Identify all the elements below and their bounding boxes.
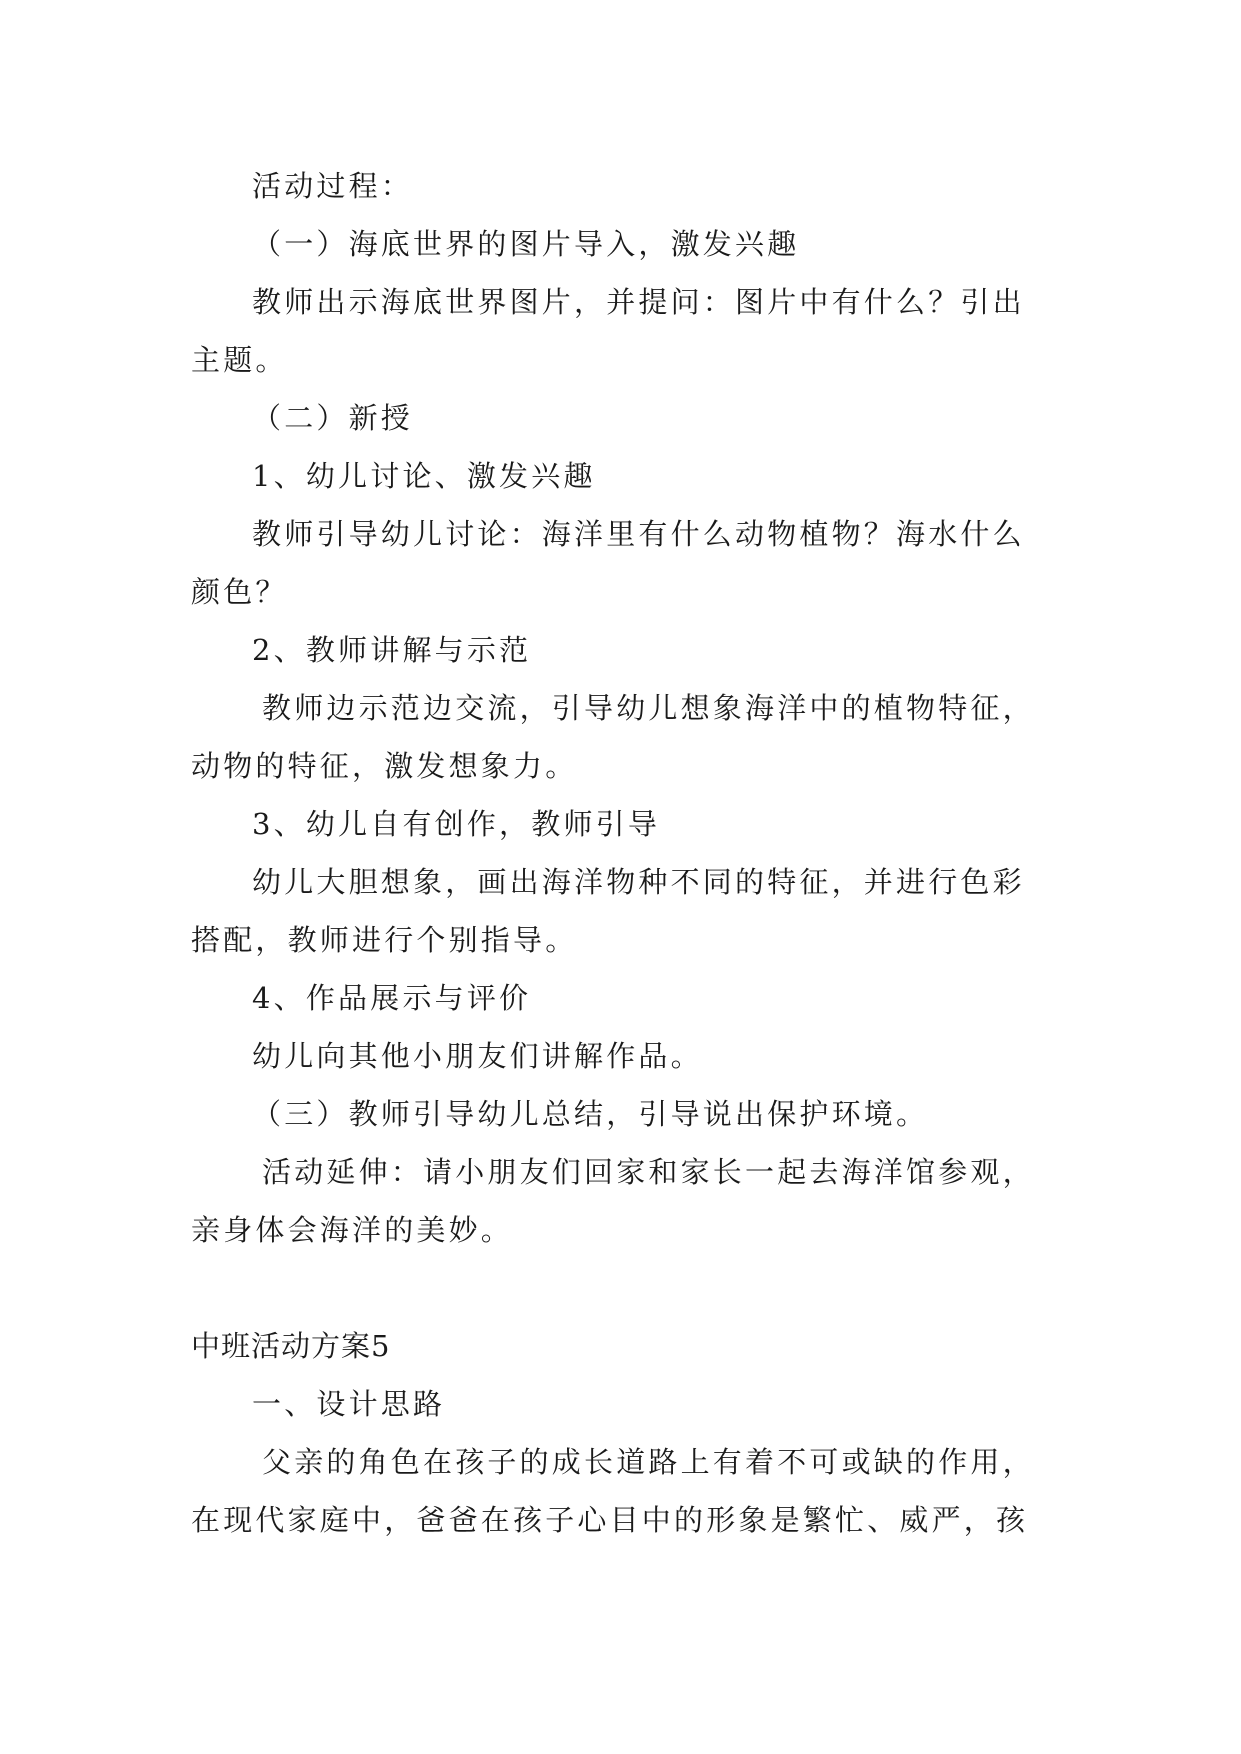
paragraph-imagination: 幼儿大胆想象，画出海洋物种不同的特征，并进行色彩 [252,865,1025,899]
paragraph-explain-work: 幼儿向其他小朋友们讲解作品。 [252,1039,703,1073]
paragraph-extension: 活动延伸：请小朋友们回家和家长一起去海洋馆参观， [262,1155,1035,1189]
paragraph-step-one: （一）海底世界的图片导入，激发兴趣 [252,227,800,261]
paragraph-animal-features: 动物的特征，激发想象力。 [191,749,578,783]
paragraph-theme: 主题。 [191,343,288,377]
paragraph-item-1: 1、幼儿讨论、激发兴趣 [252,459,596,493]
paragraph-item-4: 4、作品展示与评价 [252,981,532,1015]
paragraph-activity-process: 活动过程： [252,169,414,203]
paragraph-experience: 亲身体会海洋的美妙。 [191,1213,514,1247]
paragraph-father-role: 父亲的角色在孩子的成长道路上有着不可或缺的作用， [262,1445,1035,1479]
paragraph-item-2: 2、教师讲解与示范 [252,633,532,667]
paragraph-demonstration: 教师边示范边交流，引导幼儿想象海洋中的植物特征， [262,691,1035,725]
paragraph-step-three: （三）教师引导幼儿总结，引导说出保护环境。 [252,1097,929,1131]
section-title-plan-5: 中班活动方案5 [191,1329,391,1363]
paragraph-item-3: 3、幼儿自有创作，教师引导 [252,807,661,841]
paragraph-step-two: （二）新授 [252,401,414,435]
paragraph-color: 颜色？ [191,575,288,609]
paragraph-teacher-shows: 教师出示海底世界图片，并提问：图片中有什么？引出 [252,285,1025,319]
paragraph-modern-family: 在现代家庭中，爸爸在孩子心目中的形象是繁忙、威严，孩 [191,1503,1029,1537]
paragraph-guidance: 搭配，教师进行个别指导。 [191,923,578,957]
paragraph-discussion: 教师引导幼儿讨论：海洋里有什么动物植物？海水什么 [252,517,1025,551]
paragraph-design-idea: 一、设计思路 [252,1387,446,1421]
